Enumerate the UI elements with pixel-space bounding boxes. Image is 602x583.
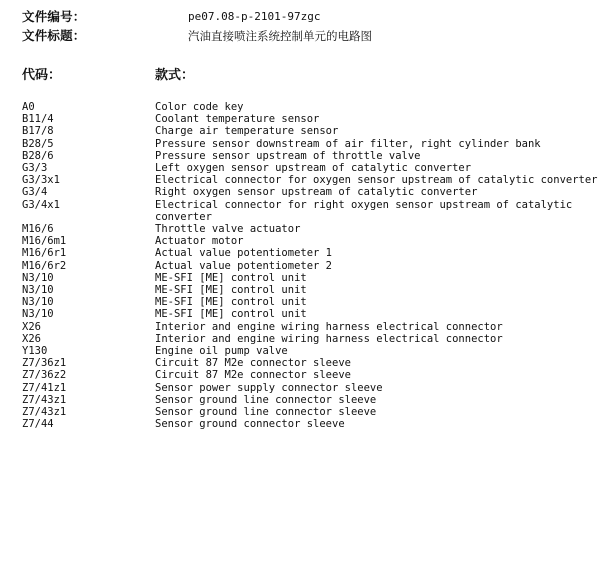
- component-description: ME-SFI [ME] control unit: [155, 284, 307, 297]
- component-code: G3/4x1: [22, 198, 60, 211]
- component-description: Interior and engine wiring harness electrical connector: [155, 332, 503, 345]
- component-code: N3/10: [22, 271, 54, 284]
- component-list: [22, 101, 600, 430]
- component-code: A0: [22, 101, 35, 113]
- component-code: X26: [22, 332, 41, 345]
- component-description: Sensor ground line connector sleeve: [155, 406, 377, 419]
- component-description: Sensor ground line connector sleeve: [155, 393, 377, 406]
- list-item: [22, 113, 600, 125]
- component-code: M16/6m1: [22, 235, 67, 248]
- component-description: Right oxygen sensor upstream of catalytic converter: [155, 186, 478, 199]
- component-description: Circuit 87 M2e connector sleeve: [155, 369, 351, 382]
- component-code: G3/3: [22, 162, 48, 175]
- component-description: Sensor ground connector sleeve: [155, 418, 345, 431]
- list-item: [22, 394, 600, 406]
- component-code: B17/8: [22, 125, 54, 138]
- component-description: Left oxygen sensor upstream of catalytic converter: [155, 162, 472, 175]
- list-item: [22, 199, 600, 223]
- component-code: N3/10: [22, 284, 54, 297]
- component-description: Pressure sensor downstream of air filter, right cylinder bank: [155, 137, 541, 150]
- component-code: G3/3x1: [22, 174, 60, 187]
- list-item: [22, 125, 600, 137]
- component-code: N3/10: [22, 296, 54, 309]
- list-item: [22, 101, 600, 113]
- component-description: Engine oil pump valve: [155, 345, 288, 358]
- component-code: M16/6: [22, 223, 54, 236]
- component-code: G3/4: [22, 186, 48, 199]
- component-code: Z7/41z1: [22, 381, 67, 394]
- component-code: B11/4: [22, 113, 54, 126]
- component-code: Z7/36z1: [22, 357, 67, 370]
- list-item: [22, 284, 600, 296]
- list-item: [22, 308, 600, 320]
- list-item: [22, 247, 600, 259]
- list-item: [22, 406, 600, 418]
- list-item: [22, 223, 600, 235]
- list-item: [22, 369, 600, 381]
- component-code: Y130: [22, 345, 48, 358]
- component-code: M16/6r2: [22, 259, 67, 272]
- component-code: Z7/44: [22, 418, 54, 431]
- component-code: Z7/43z1: [22, 393, 67, 406]
- list-item: [22, 260, 600, 272]
- doc-number-label: 文件编号：: [22, 9, 86, 24]
- doc-number-value: pe07.08-p-2101-97zgc: [188, 10, 321, 23]
- doc-title-value: 汽油直接喷注系统控制单元的电路图: [188, 29, 372, 43]
- component-code: M16/6r1: [22, 247, 67, 260]
- list-item: [22, 186, 600, 198]
- component-description: Electrical connector for oxygen sensor upstream of catalytic converter: [155, 174, 598, 187]
- list-item: [22, 321, 600, 333]
- list-item: [22, 296, 600, 308]
- list-item: [22, 174, 600, 186]
- list-item: [22, 345, 600, 357]
- component-code: B28/6: [22, 149, 54, 162]
- list-item: [22, 150, 600, 162]
- component-description: ME-SFI [ME] control unit: [155, 296, 307, 309]
- component-description: ME-SFI [ME] control unit: [155, 308, 307, 321]
- component-description: Circuit 87 M2e connector sleeve: [155, 357, 351, 370]
- list-item: [22, 357, 600, 369]
- component-description: Color code key: [155, 101, 244, 113]
- component-description: Actuator motor: [155, 235, 244, 248]
- component-description: Pressure sensor upstream of throttle valve: [155, 149, 421, 162]
- component-code: Z7/43z1: [22, 406, 67, 419]
- code-column-header: 代码：: [22, 68, 62, 83]
- component-description: Throttle valve actuator: [155, 223, 301, 236]
- component-description: Actual value potentiometer 2: [155, 259, 333, 272]
- list-item: [22, 333, 600, 345]
- component-code: Z7/36z2: [22, 369, 67, 382]
- component-description: Interior and engine wiring harness electrical connector: [155, 320, 503, 333]
- component-code: X26: [22, 320, 41, 333]
- component-description: Charge air temperature sensor: [155, 125, 339, 138]
- list-item: [22, 235, 600, 247]
- component-description: Electrical connector for right oxygen sensor upstream of catalytic converter: [155, 198, 573, 223]
- description-column-header: 款式：: [155, 68, 195, 83]
- component-description: Coolant temperature sensor: [155, 113, 320, 126]
- list-item: [22, 382, 600, 394]
- component-description: Actual value potentiometer 1: [155, 247, 333, 260]
- component-description: Sensor power supply connector sleeve: [155, 381, 383, 394]
- list-item: [22, 162, 600, 174]
- list-item: [22, 272, 600, 284]
- list-item: [22, 138, 600, 150]
- list-item: [22, 418, 600, 430]
- component-description: ME-SFI [ME] control unit: [155, 271, 307, 284]
- component-code: B28/5: [22, 137, 54, 150]
- component-code: N3/10: [22, 308, 54, 321]
- doc-title-label: 文件标题：: [22, 28, 86, 43]
